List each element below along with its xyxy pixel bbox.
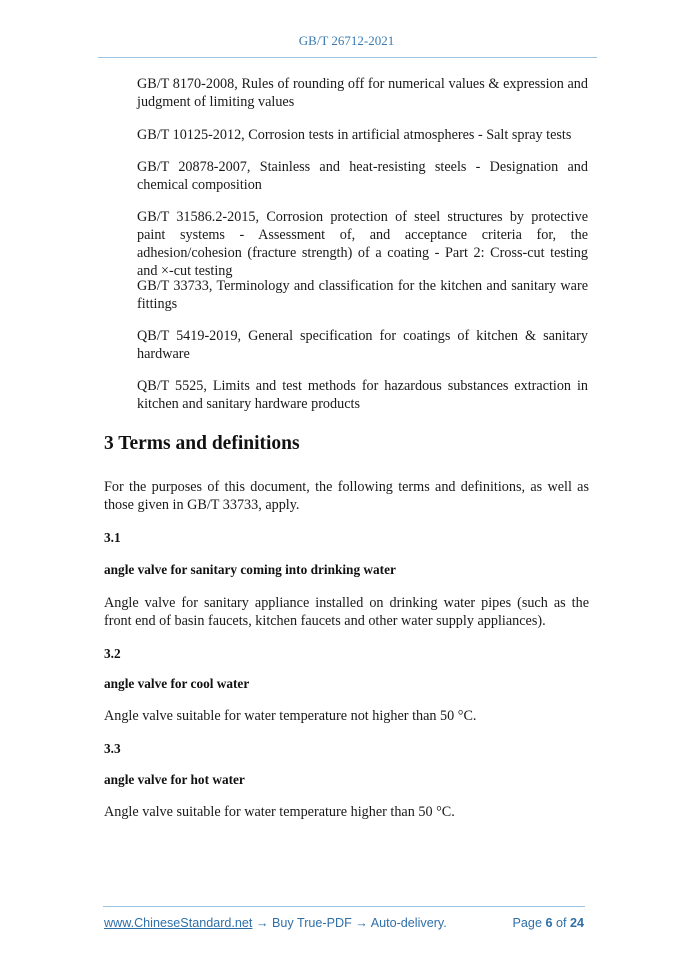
reference-item: GB/T 33733, Terminology and classification for the kitchen and sanitary ware fittings — [137, 278, 588, 312]
page-of-label: of — [555, 916, 567, 930]
term-definition: Angle valve for sanitary appliance installed on drinking water pipes (such as the front end of basin faucets, kitchen faucets and other water supply appliances). — [104, 595, 589, 629]
term-name: angle valve for cool water — [104, 676, 250, 691]
footer-divider — [103, 906, 585, 907]
footer-promo — [104, 916, 447, 930]
website-link[interactable]: www.ChineseStandard.net — [104, 916, 253, 930]
reference-item: GB/T 10125-2012, Corrosion tests in artificial atmospheres - Salt spray tests — [137, 127, 572, 143]
section-heading: 3 Terms and definitions — [104, 433, 300, 454]
page-label: Page — [512, 916, 542, 930]
reference-item: GB/T 31586.2-2015, Corrosion protection of steel structures by protective paint systems - Assessment of, and acceptance criteria for, the adhesion/cohesion (fracture strength) of a coating - Part 2: Cross-cut testing and ×-cut testing — [137, 209, 588, 279]
header-standard-number: GB/T 26712-2021 — [298, 33, 395, 48]
term-number: 3.2 — [104, 646, 121, 661]
page-total: 24 — [569, 916, 584, 930]
term-definition: Angle valve suitable for water temperature higher than 50 °C. — [104, 804, 455, 820]
reference-item: GB/T 8170-2008, Rules of rounding off for numerical values & expression and judgment of limiting values — [137, 76, 588, 110]
buy-pdf-text: Buy True-PDF — [272, 916, 352, 930]
reference-item: GB/T 20878-2007, Stainless and heat-resisting steels - Designation and chemical composition — [137, 159, 588, 193]
arrow-right-icon: → — [351, 916, 371, 930]
term-number: 3.3 — [104, 741, 121, 756]
page-current: 6 — [545, 916, 553, 930]
arrow-right-icon: → — [252, 916, 273, 930]
section-intro: For the purposes of this document, the following terms and definitions, as well as those given in GB/T 33733, apply. — [104, 479, 589, 513]
term-definition: Angle valve suitable for water temperature not higher than 50 °C. — [104, 708, 477, 724]
term-number: 3.1 — [104, 530, 121, 545]
term-name: angle valve for hot water — [104, 772, 245, 787]
reference-item: QB/T 5525, Limits and test methods for hazardous substances extraction in kitchen and sanitary hardware products — [137, 378, 588, 412]
page-indicator — [513, 916, 584, 930]
reference-item: QB/T 5419-2019, General specification for coatings of kitchen & sanitary hardware — [137, 328, 588, 362]
header-divider — [98, 57, 597, 58]
auto-delivery-text: Auto-delivery. — [370, 916, 447, 930]
term-name: angle valve for sanitary coming into drinking water — [104, 562, 396, 577]
